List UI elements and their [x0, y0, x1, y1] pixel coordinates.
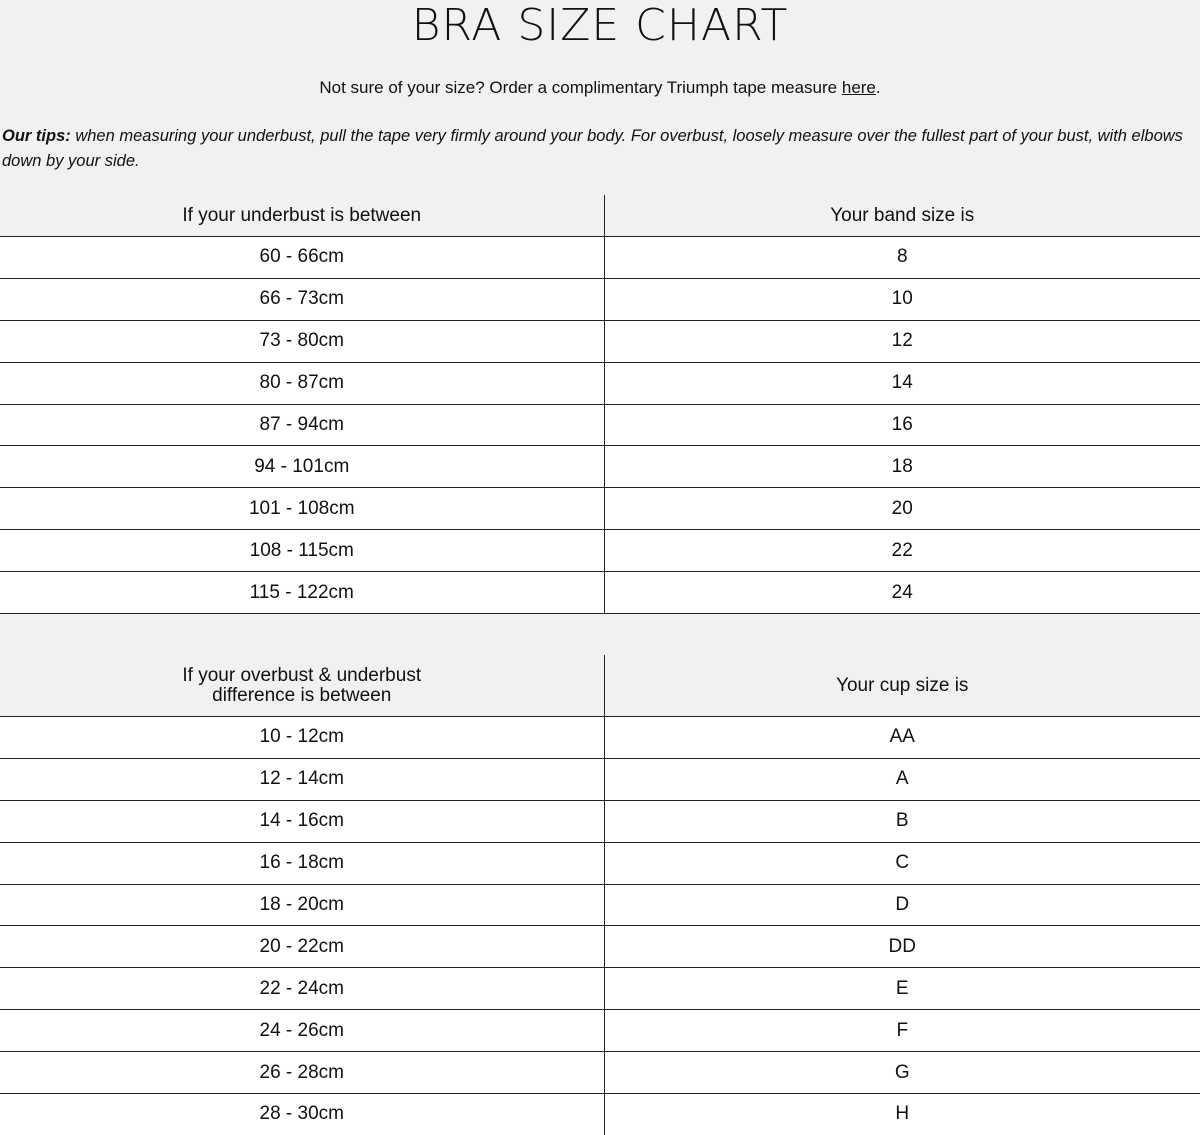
underbust-range: 87 - 94cm — [0, 404, 604, 446]
underbust-column-header: If your underbust is between — [0, 195, 604, 237]
tips-label: Our tips: — [2, 127, 71, 145]
difference-range: 28 - 30cm — [0, 1094, 604, 1135]
table-row — [0, 717, 1200, 759]
cup-size: C — [604, 842, 1200, 884]
band-size: 18 — [604, 446, 1200, 488]
difference-range: 22 - 24cm — [0, 968, 604, 1010]
band-size: 10 — [604, 278, 1200, 320]
table-row — [0, 800, 1200, 842]
cup-size: B — [604, 800, 1200, 842]
underbust-range: 60 - 66cm — [0, 237, 604, 279]
cup-table-header-row — [0, 655, 1200, 717]
underbust-range: 80 - 87cm — [0, 362, 604, 404]
table-row — [0, 1052, 1200, 1094]
difference-range: 26 - 28cm — [0, 1052, 604, 1094]
underbust-range: 94 - 101cm — [0, 446, 604, 488]
band-size: 20 — [604, 488, 1200, 530]
underbust-range: 101 - 108cm — [0, 488, 604, 530]
band-size: 16 — [604, 404, 1200, 446]
cup-size: H — [604, 1094, 1200, 1135]
table-row — [0, 320, 1200, 362]
underbust-range: 115 - 122cm — [0, 572, 604, 614]
difference-range: 18 - 20cm — [0, 884, 604, 926]
difference-range: 14 - 16cm — [0, 800, 604, 842]
table-row — [0, 362, 1200, 404]
table-row — [0, 488, 1200, 530]
tape-measure-suffix: . — [875, 78, 881, 97]
measuring-tips — [2, 124, 1198, 174]
table-row — [0, 758, 1200, 800]
difference-range: 10 - 12cm — [0, 717, 604, 759]
cup-size: G — [604, 1052, 1200, 1094]
tape-measure-notice — [0, 76, 1200, 100]
table-row — [0, 968, 1200, 1010]
cup-size-table — [0, 655, 1200, 1135]
cup-size: AA — [604, 717, 1200, 759]
band-size: 14 — [604, 362, 1200, 404]
band-size: 8 — [604, 237, 1200, 279]
table-row — [0, 446, 1200, 488]
difference-range: 12 - 14cm — [0, 758, 604, 800]
page-title: BRA SIZE CHART — [411, 0, 789, 51]
cup-size: DD — [604, 926, 1200, 968]
difference-range: 16 - 18cm — [0, 842, 604, 884]
table-row — [0, 404, 1200, 446]
difference-column-header: If your overbust & underbust difference is between — [0, 655, 604, 717]
table-row — [0, 842, 1200, 884]
table-row — [0, 926, 1200, 968]
band-size: 24 — [604, 572, 1200, 614]
tips-text: when measuring your underbust, pull the tape very firmly around your body. For overbust, loosely measure over the fullest part of your bust, with elbows down by your side. — [2, 127, 1183, 170]
band-size: 22 — [604, 530, 1200, 572]
cup-size-column-header: Your cup size is — [604, 655, 1200, 717]
tape-measure-text: Not sure of your size? Order a complimentary Triumph tape measure — [319, 78, 842, 97]
table-row — [0, 1010, 1200, 1052]
difference-range: 24 - 26cm — [0, 1010, 604, 1052]
cup-size: F — [604, 1010, 1200, 1052]
underbust-range: 108 - 115cm — [0, 530, 604, 572]
cup-size: E — [604, 968, 1200, 1010]
difference-range: 20 - 22cm — [0, 926, 604, 968]
cup-size: A — [604, 758, 1200, 800]
cup-size: D — [604, 884, 1200, 926]
band-size-table — [0, 195, 1200, 614]
band-size: 12 — [604, 320, 1200, 362]
table-row — [0, 884, 1200, 926]
tape-measure-link[interactable]: here — [841, 78, 876, 97]
table-row — [0, 530, 1200, 572]
table-row — [0, 237, 1200, 279]
band-table-header-row — [0, 195, 1200, 237]
band-size-column-header: Your band size is — [604, 195, 1200, 237]
table-row — [0, 572, 1200, 614]
table-row — [0, 1094, 1200, 1135]
underbust-range: 73 - 80cm — [0, 320, 604, 362]
table-row — [0, 278, 1200, 320]
underbust-range: 66 - 73cm — [0, 278, 604, 320]
